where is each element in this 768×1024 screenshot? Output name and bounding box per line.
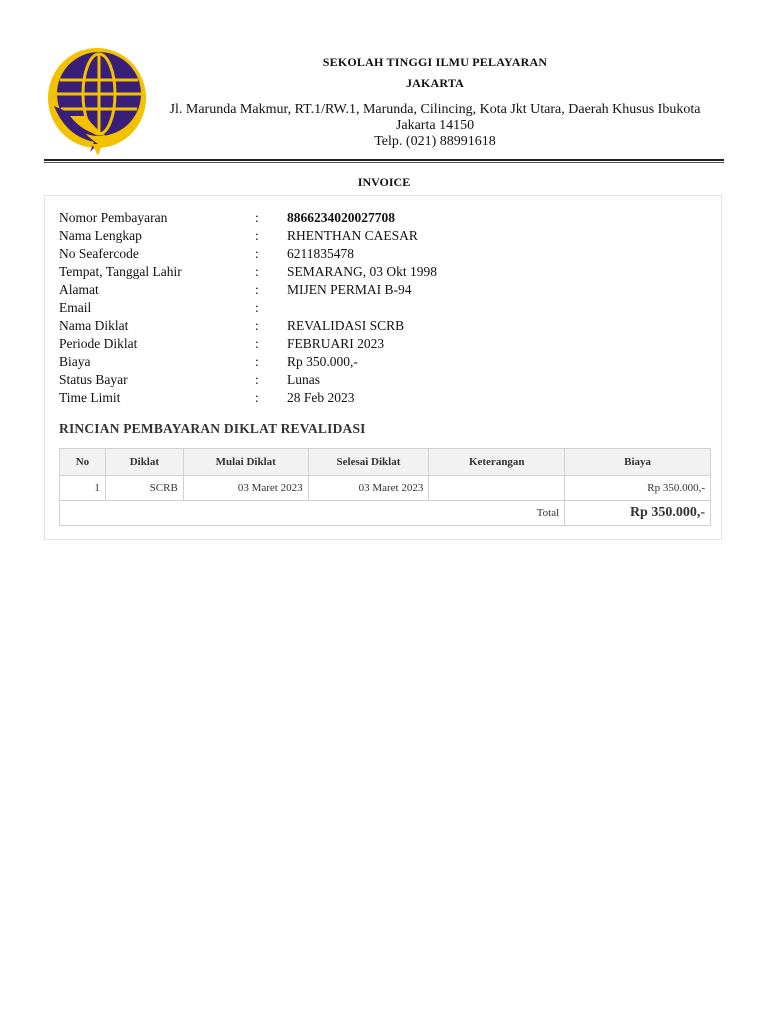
- field-separator: :: [255, 354, 259, 369]
- col-header-diklat: Diklat: [105, 449, 183, 476]
- cell-mulai: 03 Maret 2023: [183, 476, 308, 501]
- table-total-row: [60, 501, 711, 526]
- total-label: Total: [60, 501, 565, 526]
- total-value: Rp 350.000,-: [565, 501, 711, 526]
- institution-phone: Telp. (021) 88991618: [374, 134, 496, 149]
- field-value: REVALIDASI SCRB: [287, 318, 405, 333]
- field-value: Lunas: [287, 372, 320, 387]
- field-value: 6211835478: [287, 246, 354, 261]
- cell-no: 1: [60, 476, 106, 501]
- institution-address: Jl. Marunda Makmur, RT.1/RW.1, Marunda, Cilincing, Kota Jkt Utara, Daerah Khusus Ibukota Jakarta 14150: [169, 102, 701, 133]
- field-label: Nomor Pembayaran: [59, 210, 168, 225]
- invoice-card: [44, 195, 722, 540]
- field-separator: :: [255, 318, 259, 333]
- cell-diklat: SCRB: [105, 476, 183, 501]
- field-value: FEBRUARI 2023: [287, 336, 385, 351]
- field-separator: :: [255, 228, 259, 243]
- field-value: Rp 350.000,-: [287, 354, 358, 369]
- field-separator: :: [255, 372, 259, 387]
- field-value: RHENTHAN CAESAR: [287, 228, 418, 243]
- cell-biaya: Rp 350.000,-: [565, 476, 711, 501]
- field-value: 8866234020027708: [287, 210, 395, 225]
- table-row: [60, 476, 711, 501]
- field-separator: :: [255, 390, 259, 405]
- institution-name: SEKOLAH TINGGI ILMU PELAYARAN: [322, 55, 548, 69]
- institution-city: JAKARTA: [405, 76, 465, 90]
- field-label: Periode Diklat: [59, 336, 138, 351]
- field-label: Tempat, Tanggal Lahir: [59, 264, 182, 279]
- col-header-no: No: [60, 449, 106, 476]
- field-label: Status Bayar: [59, 372, 128, 387]
- field-label: Biaya: [59, 354, 91, 369]
- field-separator: :: [255, 210, 259, 225]
- header-divider: [44, 159, 724, 161]
- field-separator: :: [255, 246, 259, 261]
- field-value: MIJEN PERMAI B-94: [287, 282, 412, 297]
- invoice-title: INVOICE: [357, 175, 411, 189]
- field-separator: :: [255, 300, 259, 315]
- field-label: Nama Diklat: [59, 318, 129, 333]
- col-header-keterangan: Keterangan: [429, 449, 565, 476]
- cell-keterangan: [429, 476, 565, 501]
- field-separator: :: [255, 282, 259, 297]
- institution-logo-icon: [46, 44, 148, 156]
- field-separator: :: [255, 336, 259, 351]
- field-label: Nama Lengkap: [59, 228, 142, 243]
- cell-selesai: 03 Maret 2023: [308, 476, 429, 501]
- section-title: RINCIAN PEMBAYARAN DIKLAT REVALIDASI: [59, 421, 366, 436]
- field-label: Email: [59, 300, 92, 315]
- table-header-row: [60, 449, 711, 476]
- payment-detail-table: [59, 448, 711, 526]
- field-label: No Seafercode: [59, 246, 139, 261]
- col-header-selesai: Selesai Diklat: [308, 449, 429, 476]
- field-label: Alamat: [59, 282, 99, 297]
- field-label: Time Limit: [59, 390, 121, 405]
- field-separator: :: [255, 264, 259, 279]
- header-divider-thin: [44, 162, 724, 163]
- col-header-biaya: Biaya: [565, 449, 711, 476]
- field-value: SEMARANG, 03 Okt 1998: [287, 264, 438, 279]
- col-header-mulai: Mulai Diklat: [183, 449, 308, 476]
- field-value: 28 Feb 2023: [287, 390, 355, 405]
